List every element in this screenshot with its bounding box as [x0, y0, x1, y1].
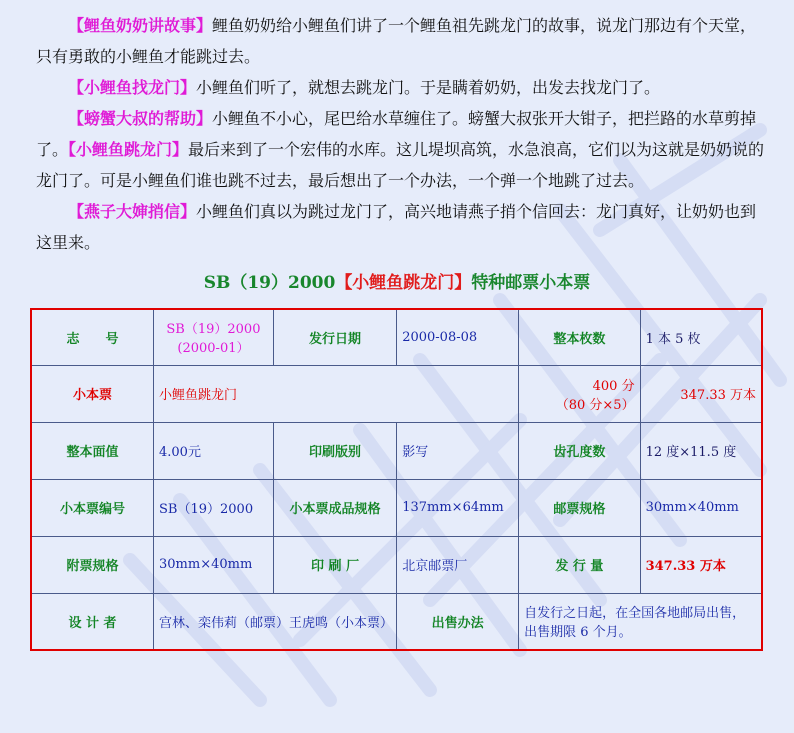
story-paragraph — [36, 72, 768, 103]
chapter-tag: 【小鲤鱼跳龙门】 — [68, 140, 189, 159]
chapter-text: 小鲤鱼不小心，尾巴给水草缠住了。螃蟹大叔张开大钳子，把拦路的水草剪掉了。 — [36, 109, 757, 159]
heading-suffix: 特种邮票小本票 — [471, 273, 591, 293]
chapter-tag: 【小鲤鱼找龙门】 — [68, 78, 197, 97]
value-printer: 北京邮票厂 — [397, 536, 519, 593]
label-booklet-number: 小本票编号 — [31, 479, 154, 536]
label-booklet: 小本票 — [31, 365, 154, 422]
table-row — [31, 365, 762, 422]
table-row — [31, 309, 762, 365]
value-stamps-per-booklet: 1 本 5 枚 — [640, 309, 762, 365]
value-booklet-size: 137mm×64mm — [397, 479, 519, 536]
value-sale-method: 自发行之日起，在全国各地邮局出售，出售期限 6 个月。 — [519, 593, 762, 650]
label-serial: 志 号 — [31, 309, 154, 365]
story-paragraph — [36, 196, 768, 258]
table-row — [31, 422, 762, 479]
value-stamp-size: 30mm×40mm — [640, 479, 762, 536]
table-row — [31, 536, 762, 593]
heading-highlight: 【小鲤鱼跳龙门】 — [335, 273, 472, 293]
table-row — [31, 479, 762, 536]
stamp-info-table — [30, 308, 763, 651]
stamp-heading — [0, 268, 794, 293]
value-booklet-name: 小鲤鱼跳龙门 — [154, 365, 519, 422]
label-printer: 印 刷 厂 — [273, 536, 396, 593]
value-print-method: 影写 — [397, 422, 519, 479]
table-row — [31, 593, 762, 650]
value-designer: 宫林、栾伟莉（邮票）王虎鸣（小本票） — [154, 593, 397, 650]
label-designer: 设 计 者 — [31, 593, 154, 650]
chapter-text: 鲤鱼奶奶给小鲤鱼们讲了一个鲤鱼祖先跳龙门的故事，说龙门那边有个天堂，只有勇敢的小鲤鱼才能跳过去。 — [36, 16, 757, 66]
chapter-text: 小鲤鱼们真以为跳过龙门了，高兴地请燕子捎个信回去：龙门真好，让奶奶也到这里来。 — [36, 202, 757, 252]
value-booklet-quantity: 347.33 万本 — [640, 365, 762, 422]
chapter-text: 小鲤鱼们听了，就想去跳龙门。于是瞒着奶奶，出发去找龙门了。 — [196, 78, 661, 97]
label-stamp-size: 邮票规格 — [519, 479, 640, 536]
label-issue-date: 发行日期 — [273, 309, 396, 365]
story-paragraph — [36, 10, 768, 72]
label-print-method: 印刷版别 — [273, 422, 396, 479]
value-serial: SB（19）2000 (2000-01） — [154, 309, 274, 365]
heading-prefix: SB（19）2000 — [203, 273, 336, 293]
story-text — [0, 0, 794, 258]
value-issue-date: 2000-08-08 — [397, 309, 519, 365]
value-circulation: 347.33 万本 — [640, 536, 762, 593]
label-perforation: 齿孔度数 — [519, 422, 640, 479]
chapter-text: 最后来到了一个宏伟的水库。这儿堤坝高筑，水急浪高，它们以为这就是奶奶说的龙门了。可是小鲤鱼们谁也跳不过去，最后想出了一个办法，一个弹一个地跳了过去。 — [36, 140, 765, 190]
story-paragraph — [36, 103, 768, 196]
chapter-tag: 【螃蟹大叔的帮助】 — [68, 109, 213, 128]
value-booklet-price: 400 分 （80 分×5） — [519, 365, 640, 422]
label-circulation: 发 行 量 — [519, 536, 640, 593]
value-booklet-number: SB（19）2000 — [154, 479, 274, 536]
value-perforation: 12 度×11.5 度 — [640, 422, 762, 479]
value-face-value: 4.00元 — [154, 422, 274, 479]
label-sale-method: 出售办法 — [397, 593, 519, 650]
value-attached-size: 30mm×40mm — [154, 536, 274, 593]
label-stamps-per-booklet: 整本枚数 — [519, 309, 640, 365]
chapter-tag: 【鲤鱼奶奶讲故事】 — [68, 16, 213, 35]
label-face-value: 整本面值 — [31, 422, 154, 479]
chapter-tag: 【燕子大婶捎信】 — [68, 202, 197, 221]
label-booklet-size: 小本票成品规格 — [273, 479, 396, 536]
label-attached-size: 附票规格 — [31, 536, 154, 593]
